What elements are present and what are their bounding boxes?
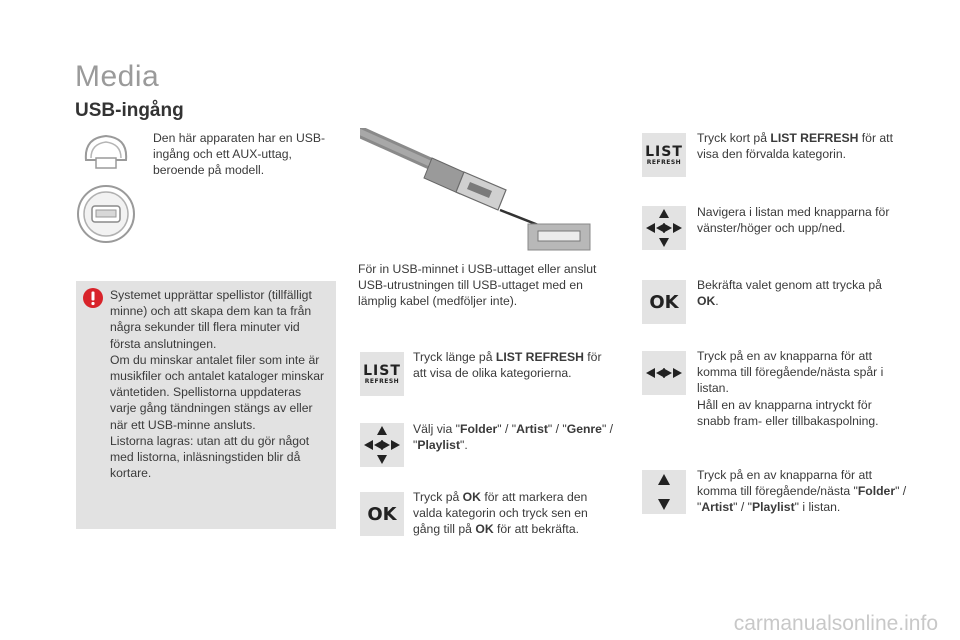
- step-category-navigation: Tryck på en av knapparna för att komma till föregående/nästa "Folder" / "Artist" / "Playlist" i listan.: [697, 468, 907, 515]
- exclamation-icon: [82, 287, 104, 309]
- navigation-arrows-icon: [360, 423, 404, 467]
- list-icon-label-top: LIST: [645, 143, 683, 160]
- intro-text: Den här apparaten har en USB-ingång och ett AUX-uttag, beroende på modell.: [153, 131, 326, 178]
- warning-line-1: Systemet upprättar spellistor (tillfälligt minne) och att skapa dem kan ta från några sekunder till flera minuter vid första anslutningen.: [110, 288, 312, 351]
- warning-line-2: Om du minskar antalet filer som inte är musikfiler och antalet kataloger minskar väntetiden. Spellistorna uppdateras varje gång tändningen stängs av eller när ett USB-minne ansluts.: [110, 352, 325, 432]
- ok-icon: OK: [642, 280, 686, 324]
- warning-line-3: Listorna lagras: utan att du gör något med listorna, inläsningstiden blir då kortare.: [110, 433, 310, 481]
- left-right-arrows-icon: [642, 351, 686, 395]
- list-refresh-icon: [642, 133, 686, 177]
- page-title: Media: [75, 60, 160, 93]
- list-icon-label-bottom: REFRESH: [646, 158, 682, 166]
- usb-caption: För in USB-minnet i USB-uttaget eller anslut USB-utrustningen till USB-uttaget med en lämplig kabel (medföljer inte).: [358, 262, 597, 309]
- usb-cable-illustration: [360, 128, 592, 252]
- navigation-arrows-icon: [642, 206, 686, 250]
- step-confirm-ok: Bekräfta valet genom att trycka på OK.: [697, 278, 882, 309]
- section-title: USB-ingång: [75, 100, 184, 121]
- up-down-arrows-icon: [642, 470, 686, 514]
- step-navigate-list: Navigera i listan med knapparna för vänster/höger och upp/ned.: [697, 205, 890, 236]
- list-icon-label-top: LIST: [363, 362, 401, 379]
- step-select-category: Välj via "Folder" / "Artist" / "Genre" / "Playlist".: [413, 422, 614, 453]
- warning-text: [110, 287, 325, 481]
- list-refresh-icon: [360, 352, 404, 396]
- list-icon-label-bottom: REFRESH: [364, 377, 400, 385]
- step-press-ok: Tryck på OK för att markera den valda kategorin och tryck sen en gång till på OK för att bekräfta.: [413, 490, 588, 537]
- step-short-press-list: Tryck kort på LIST REFRESH för att visa den förvalda kategorin.: [697, 131, 893, 162]
- usb-port-illustration: [74, 130, 138, 254]
- step-track-navigation: Tryck på en av knapparna för att komma till föregående/nästa spår i listan. Håll en av knapparna intryckt för snabb fram- eller tillbakaspolning.: [697, 349, 884, 428]
- watermark: carmanualsonline.info: [733, 612, 938, 635]
- step-long-press-list: Tryck länge på LIST REFRESH för att visa de olika kategorierna.: [413, 350, 602, 381]
- ok-icon: OK: [360, 492, 404, 536]
